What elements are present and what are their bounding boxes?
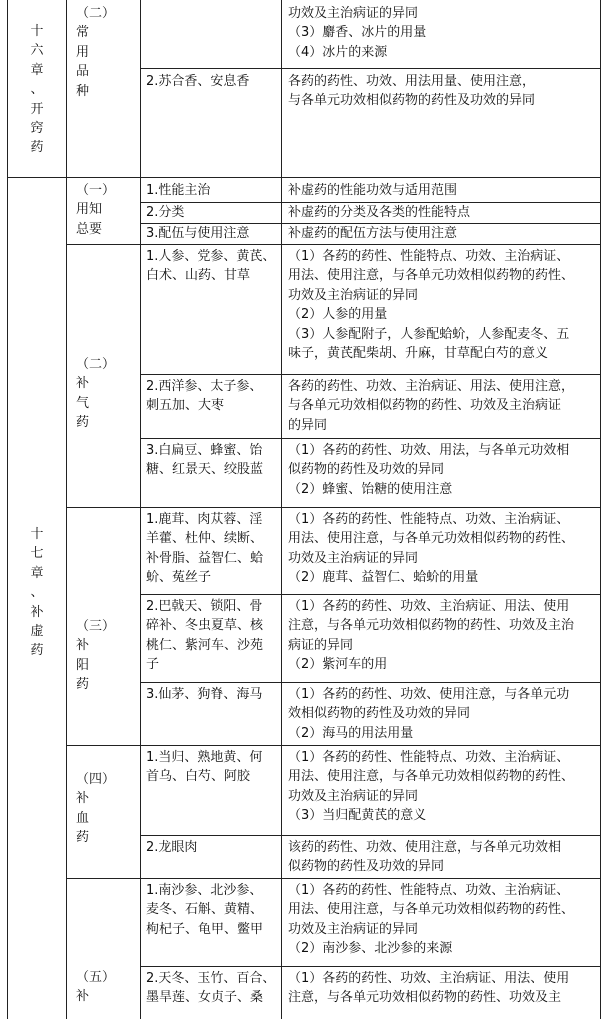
requirement-cell [288,4,426,62]
item-cell [146,377,262,416]
requirement-line: （2）蜂蜜、饴糖的使用注意 [288,481,453,497]
section-line: 阳 [76,657,90,673]
requirement-line: 似药物的药性及功效的异同 [288,859,445,875]
item-cell [146,224,249,243]
chapter-char: 虚 [30,624,44,640]
section-divider [66,745,600,746]
item-line: 1.南沙参、北沙参、 [146,883,263,898]
chapter-char: 、 [30,585,44,601]
item-cell [146,181,210,200]
item-line: 3.仙茅、狗脊、海马 [146,687,263,702]
item-cell [146,685,262,704]
item-line: 1.鹿茸、肉苁蓉、淫 [146,512,263,527]
section-line: （五） [76,970,116,985]
section-line: 补 [76,638,90,654]
item-line: 2.龙眼肉 [146,840,198,855]
requirement-line: 功效及主治病证的异同 [288,6,419,21]
section-17-1 [76,181,115,239]
chapter-char: 章 [30,62,44,78]
item-line: 首乌、白芍、阿胶 [146,769,251,785]
requirement-cell [288,510,574,588]
requirement-line: 与各单元功效相似药物的药性、功效及主治病证 [288,398,562,414]
requirement-line: （3）当归配黄芪的意义 [288,808,427,824]
chapter-divider [7,177,600,178]
requirement-line: 各药的药性、功效、用法用量、使用注意， [288,74,536,89]
requirement-line: 功效及主治病证的异同 [288,921,419,937]
section-line: 用 [76,44,90,60]
requirement-line: 用法、使用注意，与各单元功效相似药物的药性、 [288,268,575,284]
item-cell [146,748,262,787]
chapter-char: 十 [30,24,44,39]
item-line: 1.人参、党参、黄芪、 [146,249,276,264]
requirement-line: （1）各药的药性、功效、主治病证、用法、使用 [288,599,570,614]
chapter-16-label [7,22,67,158]
section-17-2 [76,355,115,433]
section-line: 药 [76,415,90,431]
requirement-cell [288,247,574,363]
section-line: 血 [76,810,90,826]
requirement-line: 功效及主治病证的异同 [288,550,419,566]
chapter-char: 七 [30,546,44,562]
section-line: 药 [76,677,90,693]
section-line: 常 [76,25,90,41]
section-line: 补 [76,989,90,1005]
item-line: 蚧、菟丝子 [146,570,212,586]
requirement-line: （1）各药的药性、性能特点、功效、主治病证、 [288,249,570,264]
requirement-cell [288,181,457,200]
section-divider [66,507,600,508]
chapter-char: 章 [30,565,44,581]
row-divider [140,835,600,836]
section-16-2 [76,4,115,101]
section-line: 品 [76,64,90,80]
row-divider [140,374,600,375]
col-divider-section [140,0,141,1019]
section-divider [66,878,600,879]
section-17-3 [76,617,115,695]
requirement-cell [288,838,561,877]
section-line: （三） [76,619,116,634]
section-line: （一） [76,183,116,198]
requirement-cell [288,597,574,675]
requirement-line: 病证的异同 [288,637,354,653]
requirement-line: 注意，与各单元功效相似药物的药性、功效及主 [288,990,562,1006]
item-cell [146,838,197,857]
item-line: 麦冬、石斛、黄精、 [146,902,264,918]
requirement-line: （1）各药的药性、性能特点、功效、主治病证、 [288,512,570,527]
item-line: 枸杞子、龟甲、鳖甲 [146,921,264,937]
chapter-char: 、 [30,82,44,98]
requirement-line: 的异同 [288,417,328,433]
requirement-line: （2）紫河车的用 [288,657,388,673]
item-cell [146,969,275,1008]
row-divider [140,966,600,967]
requirement-line: （3）人参配附子，人参配蛤蚧，人参配麦冬、五 [288,326,570,342]
item-line: 2.苏合香、安息香 [146,74,250,89]
item-cell [146,881,263,939]
requirement-line: 用法、使用注意，与各单元功效相似药物的药性、 [288,902,575,918]
table-border-right [600,0,601,1019]
requirement-cell [288,685,569,743]
section-line: 补 [76,376,90,392]
section-line: 药 [76,830,90,846]
col-divider-item [281,0,282,1019]
chapter-char: 药 [30,643,44,659]
chapter-char: 十 [30,527,44,542]
requirement-cell [288,441,569,499]
item-line: 墨旱莲、女贞子、桑 [146,990,264,1006]
section-line: 种 [76,83,90,99]
requirement-line: 用法、使用注意，与各单元功效相似药物的药性、 [288,769,575,785]
requirement-line: （1）各药的药性、性能特点、功效、主治病证、 [288,750,570,765]
item-line: 1.性能主治 [146,183,211,198]
requirement-line: 各药的药性、功效、主治病证、用法、使用注意， [288,379,575,394]
requirement-line: （1）各药的药性、功效、主治病证、用法、使用 [288,971,570,986]
item-line: 补骨脂、益智仁、蛤 [146,550,264,566]
requirement-line: 功效及主治病证的异同 [288,788,419,804]
section-line: （二） [76,6,116,21]
requirement-line: 与各单元功效相似药物的药性及功效的异同 [288,93,536,109]
requirement-line: 效相似药物的药性及功效的异同 [288,706,471,722]
requirement-line: 似药物的药性及功效的异同 [288,462,445,478]
section-line: 总要 [76,221,103,237]
item-line: 2.巴戟天、锁阳、骨 [146,599,263,614]
chapter-char: 药 [30,140,44,156]
item-cell [146,510,263,588]
requirement-line: （3）麝香、冰片的用量 [288,25,427,41]
item-line: 羊藿、杜仲、续断、 [146,531,264,547]
requirement-line: （2）南沙参、北沙参的来源 [288,941,453,957]
requirement-cell [288,72,535,111]
item-line: 桃仁、紫河车、沙苑 [146,637,264,653]
item-line: 糖、红景天、绞股蓝 [146,462,264,478]
chapter-char: 开 [30,101,44,117]
chapter-17-label [7,525,67,661]
section-line: 补 [76,791,90,807]
requirement-cell [288,969,569,1008]
requirement-cell [288,748,574,826]
item-cell [146,247,275,286]
chapter-char: 六 [30,43,44,59]
requirement-cell [288,377,574,435]
item-cell [146,203,184,222]
requirement-line: （1）各药的药性、性能特点、功效、主治病证、 [288,883,570,898]
item-cell [146,72,249,91]
item-line: 2.西洋参、太子参、 [146,379,263,394]
requirement-line: 补虚药的分类及各类的性能特点 [288,205,471,220]
section-17-4 [76,770,115,848]
section-line: 气 [76,395,90,411]
requirement-line: （2）鹿茸、益智仁、蛤蚧的用量 [288,570,479,586]
requirement-line: （4）冰片的来源 [288,44,388,60]
item-line: 3.白扁豆、蜂蜜、饴 [146,443,263,458]
requirement-line: 补虚药的性能功效与适用范围 [288,183,458,198]
item-line: 子 [146,657,160,673]
item-line: 2.分类 [146,205,185,220]
requirement-line: 用法、使用注意，与各单元功效相似药物的药性、 [288,531,575,547]
item-line: 3.配伍与使用注意 [146,226,250,241]
requirement-line: 该药的药性、功效、使用注意，与各单元功效相 [288,840,562,855]
requirement-line: （1）各药的药性、功效、用法，与各单元功效相 [288,443,570,458]
section-line: （四） [76,772,116,787]
row-divider [140,438,600,439]
section-17-5 [76,968,115,1007]
item-line: 白术、山药、甘草 [146,268,251,284]
requirement-line: （1）各药的药性、功效、使用注意，与各单元功 [288,687,570,702]
requirement-cell [288,203,470,222]
item-line: 1.当归、熟地黄、何 [146,750,263,765]
section-divider [66,244,600,245]
requirement-line: 注意，与各单元功效相似药物的药性、功效及主治 [288,618,575,634]
chapter-char: 窍 [30,121,44,137]
item-cell [146,597,263,675]
item-line: 碎补、冬虫夏草、核 [146,618,264,634]
requirement-cell [288,224,457,243]
requirement-line: （2）人参的用量 [288,307,388,323]
item-line: 刺五加、大枣 [146,398,225,414]
item-cell [146,441,263,480]
row-divider [140,68,600,69]
chapter-char: 补 [30,604,44,620]
row-divider [140,594,600,595]
requirement-line: （2）海马的用法用量 [288,725,414,741]
requirement-line: 补虚药的配伍方法与使用注意 [288,226,458,241]
section-line: 用知 [76,202,103,218]
section-line: （二） [76,357,116,372]
requirement-cell [288,881,574,959]
requirement-line: 味子，黄芪配柴胡、升麻，甘草配白芍的意义 [288,346,549,362]
requirement-line: 功效及主治病证的异同 [288,287,419,303]
item-line: 2.天冬、玉竹、百合、 [146,971,276,986]
row-divider [140,682,600,683]
